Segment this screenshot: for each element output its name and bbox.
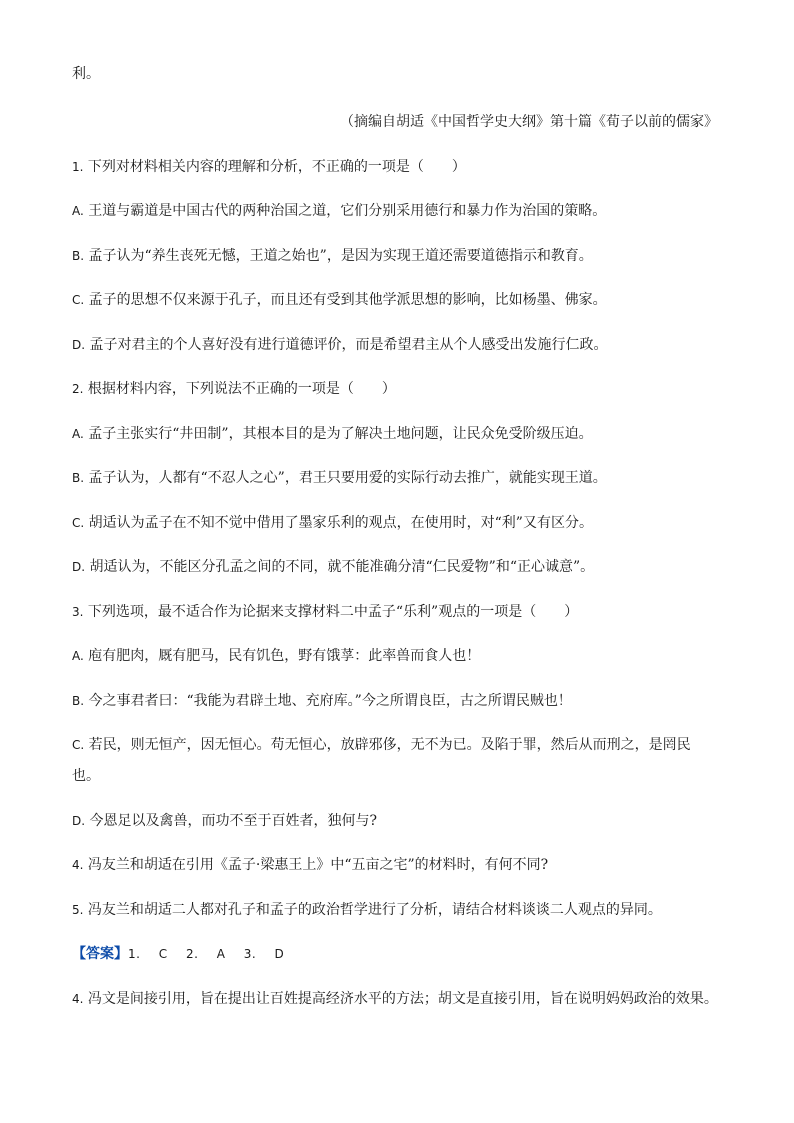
option-label: B.: [72, 249, 85, 263]
question-number: 4.: [72, 858, 84, 872]
option-text: 庖有肥肉，厩有肥马，民有饥色，野有饿莩：此率兽而食人也！: [88, 648, 481, 664]
option-text: 胡适认为，不能区分孔孟之间的不同，就不能准确分清“仁民爱物”和“正心诚意”。: [89, 559, 595, 575]
question-4: [72, 855, 762, 875]
option-label: C.: [72, 293, 85, 307]
option-text: 王道与霸道是中国古代的两种治国之道，它们分别采用德行和暴力作为治国的策略。: [88, 203, 607, 219]
answer-text: 冯文是间接引用，旨在提出让百姓提高经济水平的方法；胡文是直接引用，旨在说明妈妈政治的效果。: [87, 991, 718, 1007]
question-1-option-a: [72, 201, 762, 221]
question-number: 5.: [72, 903, 84, 917]
answer-label: 【答案】: [72, 946, 128, 962]
option-text: 孟子的思想不仅来源于孔子，而且还有受到其他学派思想的影响，比如杨墨、佛家。: [88, 292, 607, 308]
question-3-option-d: [72, 811, 762, 831]
question-2-stem: [72, 379, 762, 399]
option-text: 孟子认为“养生丧死无憾，王道之始也”，是因为实现王道还需要道德指示和教育。: [88, 248, 593, 264]
question-3-option-b: [72, 691, 762, 711]
question-2-option-a: [72, 424, 762, 444]
answer-4: [72, 989, 762, 1009]
question-3-option-c-continuation: 也。: [72, 768, 100, 784]
question-2-option-b: [72, 468, 762, 488]
option-label: D.: [72, 338, 86, 352]
answer-values: 1. C 2. A 3. D: [128, 947, 285, 961]
question-1-stem: [72, 157, 762, 177]
option-text: 孟子对君主的个人喜好没有进行道德评价，而是希望君主从个人感受出发施行仁政。: [89, 337, 608, 353]
question-2-option-c: [72, 513, 762, 533]
continuation-text: 利。: [72, 66, 100, 82]
question-3-option-c: [72, 735, 762, 755]
question-number: 1.: [72, 160, 84, 174]
question-3-stem: [72, 602, 762, 622]
question-3-option-a: [72, 646, 762, 666]
option-label: D.: [72, 814, 86, 828]
option-label: C.: [72, 738, 85, 752]
question-1-option-d: [72, 335, 762, 355]
answer-line: [72, 944, 762, 964]
option-text: 今恩足以及禽兽，而功不至于百姓者，独何与?: [89, 813, 378, 829]
option-label: D.: [72, 560, 86, 574]
option-label: A.: [72, 204, 84, 218]
option-text: 今之事君者曰：“我能为君辟土地、充府库。”今之所谓良臣，古之所谓民贼也！: [88, 693, 572, 709]
answer-number: 4.: [72, 992, 84, 1006]
question-text: 根据材料内容，下列说法不正确的一项是（ ）: [87, 381, 396, 397]
question-1-option-c: [72, 290, 762, 310]
question-5: [72, 900, 762, 920]
question-text: 下列对材料相关内容的理解和分析，不正确的一项是（ ）: [87, 159, 466, 175]
question-text: 下列选项，最不适合作为论据来支撑材料二中孟子“乐利”观点的一项是（ ）: [87, 604, 579, 620]
option-label: A.: [72, 427, 84, 441]
question-text: 冯友兰和胡适在引用《孟子·梁惠王上》中“五亩之宅”的材料时，有何不同?: [87, 857, 549, 873]
question-2-option-d: [72, 557, 762, 577]
option-label: B.: [72, 471, 85, 485]
question-1-option-b: [72, 246, 762, 266]
option-text: 孟子主张实行“井田制”，其根本目的是为了解决土地问题，让民众免受阶级压迫。: [88, 426, 593, 442]
option-label: A.: [72, 649, 84, 663]
option-text: 若民，则无恒产，因无恒心。苟无恒心，放辟邪侈，无不为已。及陷于罪，然后从而刑之，是罔民: [88, 737, 691, 753]
option-text: 孟子认为，人都有“不忍人之心”，君王只要用爱的实际行动去推广，就能实现王道。: [88, 470, 607, 486]
option-text: 胡适认为孟子在不知不觉中借用了墨家乐利的观点，在使用时，对“利”又有区分。: [88, 515, 593, 531]
option-label: C.: [72, 516, 85, 530]
question-number: 3.: [72, 605, 84, 619]
source-citation: （摘编自胡适《中国哲学史大纲》第十篇《荀子以前的儒家》: [340, 114, 718, 130]
question-text: 冯友兰和胡适二人都对孔子和孟子的政治哲学进行了分析，请结合材料谈谈二人观点的异同。: [87, 902, 662, 918]
option-label: B.: [72, 694, 85, 708]
question-number: 2.: [72, 382, 84, 396]
